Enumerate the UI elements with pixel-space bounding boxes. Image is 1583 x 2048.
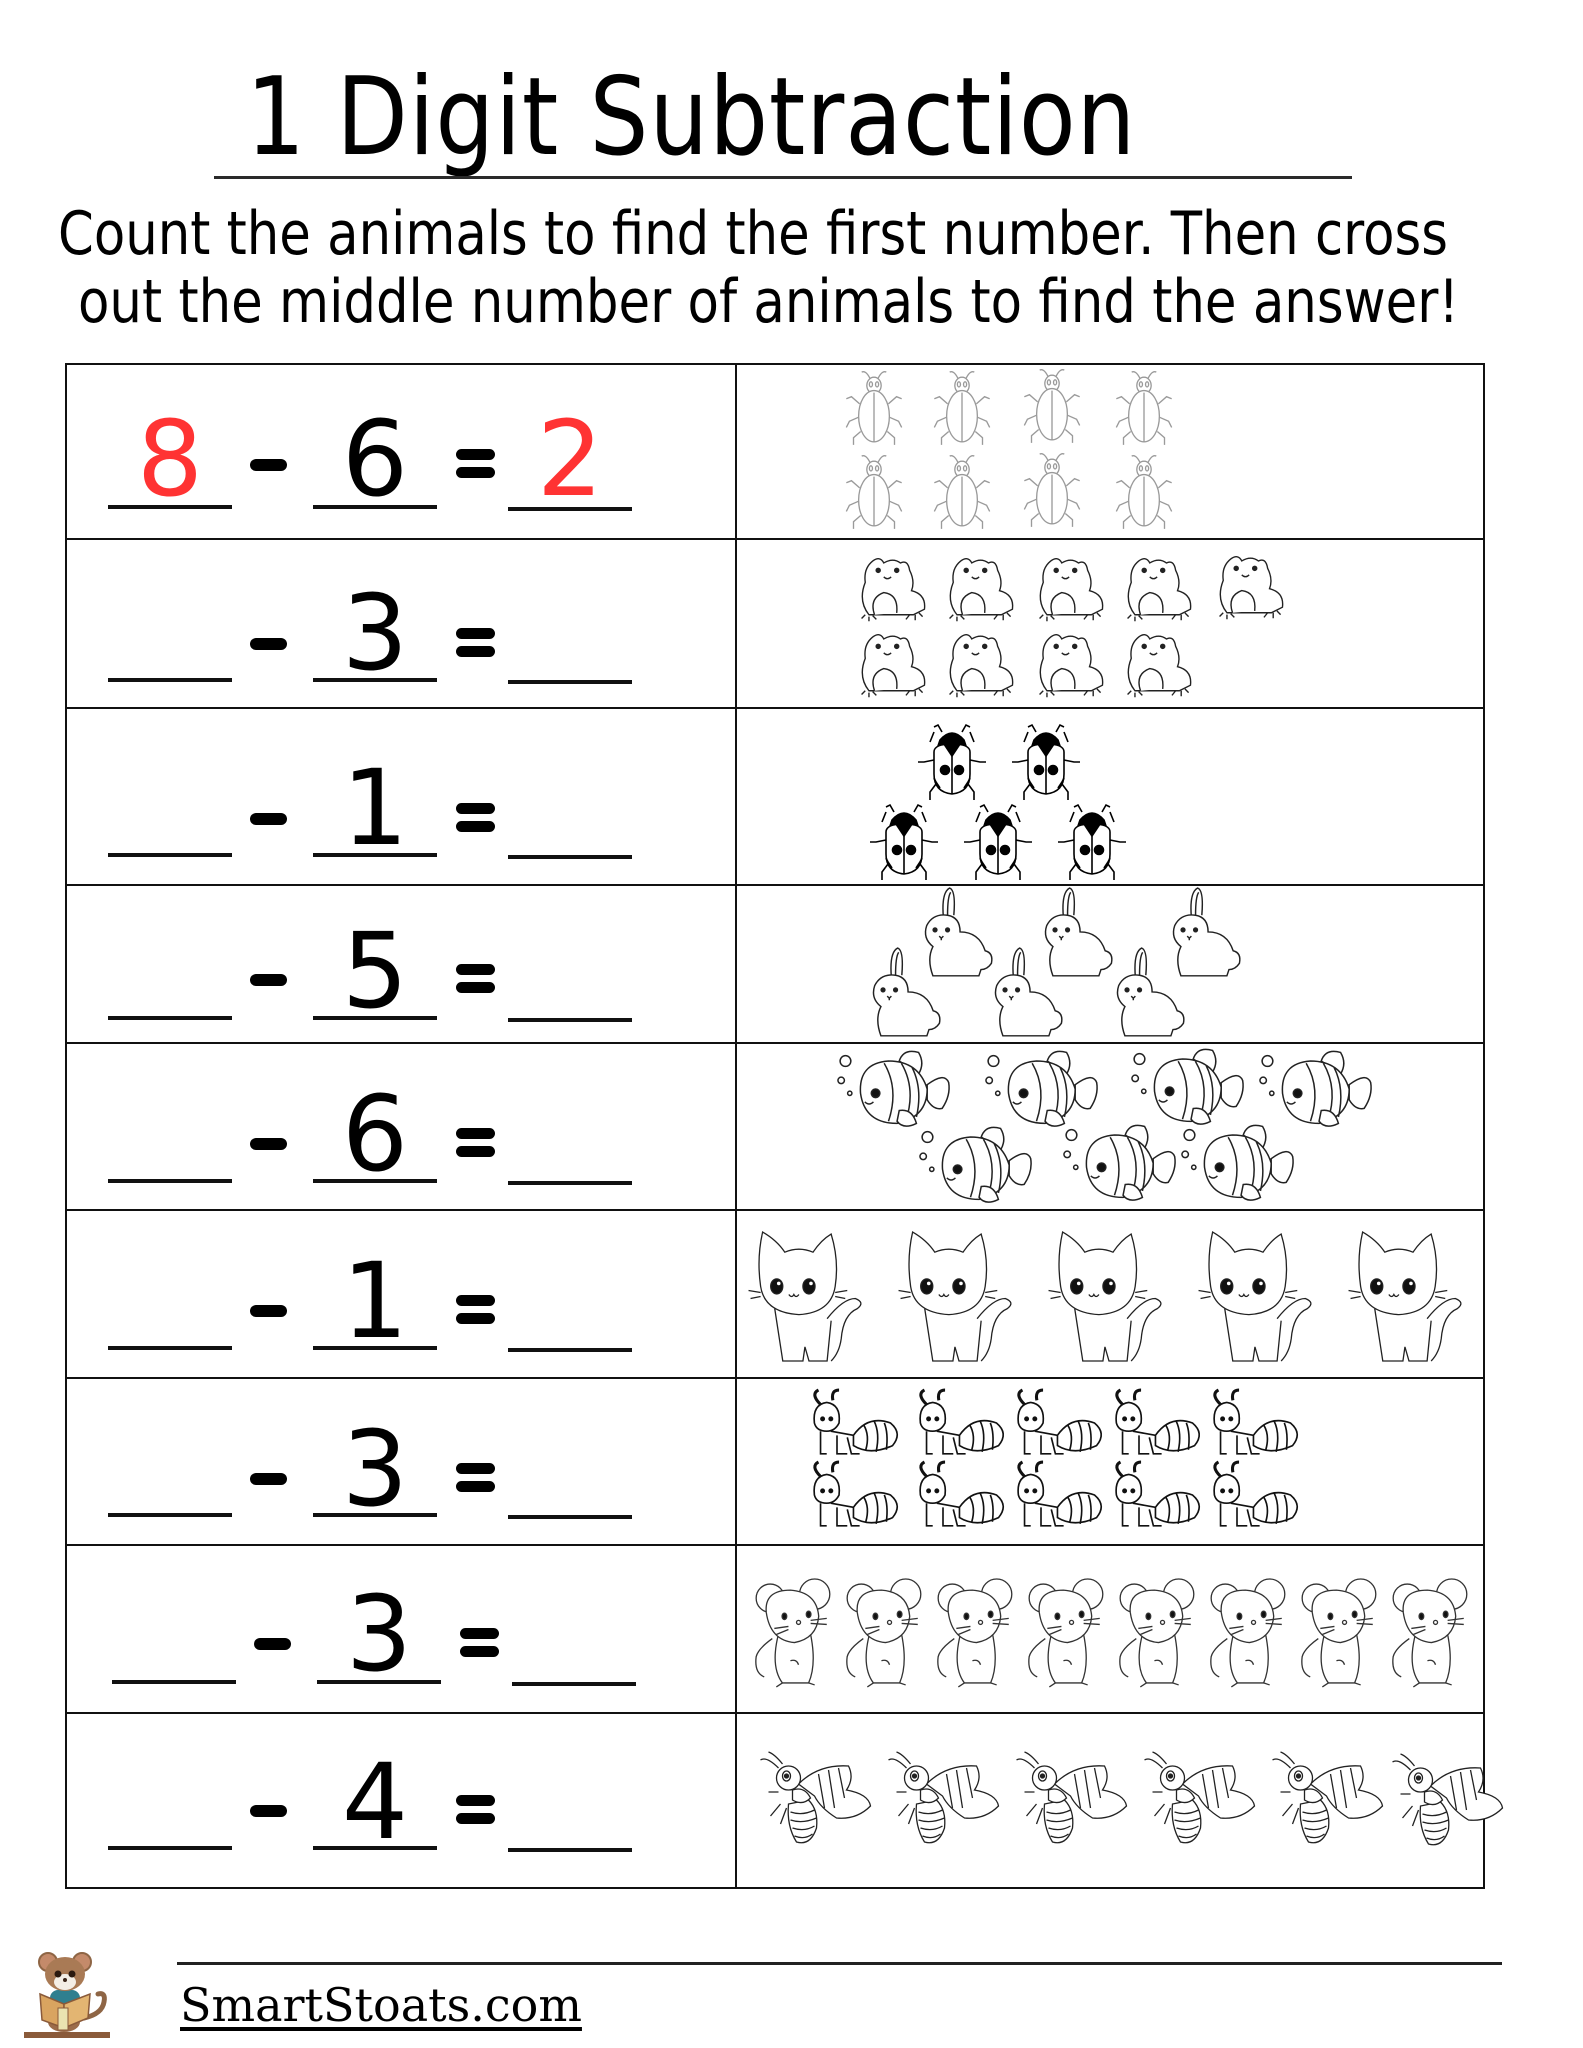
first-number-blank[interactable] [108, 1179, 232, 1183]
bee-icon[interactable] [1390, 1750, 1506, 1850]
ant-icon[interactable] [1108, 1388, 1206, 1460]
frog-icon[interactable] [852, 626, 934, 700]
mouse-icon[interactable] [934, 1576, 1020, 1692]
problem-row-2 [65, 538, 735, 708]
ant-icon[interactable] [912, 1388, 1010, 1460]
subtrahend-underline [313, 1346, 437, 1350]
subtrahend: 6 [341, 398, 409, 520]
frog-icon[interactable] [1118, 550, 1200, 624]
subtrahend: 3 [345, 1573, 413, 1695]
clownfish-icon[interactable] [836, 1046, 956, 1132]
problem-row-5 [65, 1042, 735, 1209]
problem-row-9 [65, 1712, 735, 1889]
frog-icon[interactable] [1030, 550, 1112, 624]
ladybug-icon[interactable] [912, 722, 992, 802]
cat-icon[interactable] [1046, 1228, 1178, 1364]
answer-blank[interactable] [508, 855, 632, 859]
clownfish-icon[interactable] [918, 1122, 1038, 1208]
first-number-blank[interactable] [108, 1346, 232, 1350]
instructions-line-2: out the middle number of animals to find the answer! [78, 267, 1459, 337]
problem-row-1 [65, 363, 735, 539]
mouse-icon[interactable] [1389, 1576, 1475, 1692]
first-number-blank[interactable] [108, 1016, 232, 1020]
bee-icon[interactable] [1142, 1748, 1258, 1848]
first-number-answer[interactable]: 8 [136, 398, 204, 520]
problem-row-7 [65, 1377, 735, 1544]
frog-icon[interactable] [1030, 626, 1112, 700]
answer-blank[interactable] [508, 507, 632, 511]
problem-row-6 [65, 1209, 735, 1377]
subtrahend-underline [313, 1179, 437, 1183]
frog-icon[interactable] [1210, 548, 1292, 622]
rabbit-icon[interactable] [986, 946, 1070, 1040]
cat-icon[interactable] [746, 1228, 878, 1364]
ant-icon[interactable] [1206, 1460, 1304, 1532]
mouse-icon[interactable] [1298, 1576, 1384, 1692]
bee-icon[interactable] [1270, 1748, 1386, 1848]
ant-icon[interactable] [806, 1388, 904, 1460]
subtrahend-underline [313, 1846, 437, 1850]
minus-sign [250, 1473, 287, 1485]
minus-sign [250, 1305, 287, 1317]
subtrahend: 1 [341, 747, 409, 869]
ladybug-icon[interactable] [864, 802, 944, 882]
answer-blank[interactable] [508, 1348, 632, 1352]
column-divider [735, 363, 737, 1889]
ladybug-icon[interactable] [958, 802, 1038, 882]
ladybug-icon[interactable] [1006, 722, 1086, 802]
equals-sign [456, 964, 495, 1000]
site-link[interactable]: SmartStoats.com [180, 1978, 582, 2032]
subtrahend: 3 [341, 1408, 409, 1530]
bee-icon[interactable] [758, 1748, 874, 1848]
equals-sign [460, 1628, 499, 1664]
equals-sign [456, 1463, 495, 1499]
cat-icon[interactable] [1196, 1228, 1328, 1364]
frog-icon[interactable] [940, 626, 1022, 700]
subtrahend-underline [313, 678, 437, 682]
mouse-icon[interactable] [1025, 1576, 1111, 1692]
bee-icon[interactable] [886, 1748, 1002, 1848]
beetle-icon[interactable] [1014, 366, 1090, 448]
mouse-icon[interactable] [843, 1576, 929, 1692]
first-number-blank[interactable] [108, 1513, 232, 1517]
equals-sign [456, 1795, 495, 1831]
beetle-icon[interactable] [924, 452, 1000, 534]
ant-icon[interactable] [1010, 1388, 1108, 1460]
problem-row-8 [65, 1544, 735, 1712]
beetle-icon[interactable] [1106, 368, 1182, 450]
frog-icon[interactable] [940, 550, 1022, 624]
frog-icon[interactable] [1118, 626, 1200, 700]
ladybug-icon[interactable] [1052, 802, 1132, 882]
rabbit-icon[interactable] [864, 946, 948, 1040]
equals-sign [456, 1128, 495, 1164]
mouse-icon[interactable] [752, 1576, 838, 1692]
answer-blank[interactable] [508, 1181, 632, 1185]
ant-icon[interactable] [1206, 1388, 1304, 1460]
footer-rule [177, 1962, 1502, 1965]
cat-icon[interactable] [896, 1228, 1028, 1364]
first-number-blank[interactable] [108, 505, 232, 509]
frog-icon[interactable] [852, 550, 934, 624]
minus-sign [254, 1638, 291, 1650]
minus-sign [250, 1805, 287, 1817]
bee-icon[interactable] [1014, 1748, 1130, 1848]
beetle-icon[interactable] [924, 368, 1000, 450]
mouse-icon[interactable] [1116, 1576, 1202, 1692]
first-number-blank[interactable] [112, 1680, 236, 1684]
minus-sign [250, 813, 287, 825]
subtrahend-underline [313, 1513, 437, 1517]
minus-sign [250, 638, 287, 650]
clownfish-icon[interactable] [1062, 1120, 1182, 1206]
equals-sign [456, 628, 495, 664]
clownfish-icon[interactable] [1180, 1120, 1300, 1206]
subtrahend: 4 [341, 1741, 409, 1863]
equals-sign [456, 449, 495, 485]
answer-blank[interactable] [508, 1515, 632, 1519]
first-number-blank[interactable] [108, 1846, 232, 1850]
mouse-icon[interactable] [1207, 1576, 1293, 1692]
subtrahend: 1 [341, 1240, 409, 1362]
subtrahend-underline [313, 853, 437, 857]
subtrahend-underline [317, 1680, 441, 1684]
rabbit-icon[interactable] [1108, 946, 1192, 1040]
first-number-blank[interactable] [108, 678, 232, 682]
instructions-line-1: Count the animals to find the first number. Then cross [58, 199, 1448, 269]
worksheet-title: 1 Digit Subtraction [246, 55, 1137, 180]
subtrahend: 6 [341, 1073, 409, 1195]
problem-row-4 [65, 884, 735, 1042]
subtrahend: 3 [341, 572, 409, 694]
answer-blank[interactable] [508, 1848, 632, 1852]
clownfish-icon[interactable] [1130, 1044, 1250, 1130]
equals-sign [456, 803, 495, 839]
minus-sign [250, 1138, 287, 1150]
equals-sign [456, 1295, 495, 1331]
subtrahend: 5 [341, 910, 409, 1032]
subtrahend-underline [313, 1016, 437, 1020]
stoat-reading-book-icon [18, 1948, 116, 2040]
title-underline [214, 176, 1352, 179]
beetle-icon[interactable] [836, 368, 912, 450]
answer-blank[interactable] [508, 1018, 632, 1022]
problem-row-3 [65, 707, 735, 884]
answer-blank[interactable] [508, 680, 632, 684]
first-number-blank[interactable] [108, 853, 232, 857]
ant-icon[interactable] [1010, 1460, 1108, 1532]
answer-number[interactable]: 2 [536, 398, 604, 520]
beetle-icon[interactable] [1014, 450, 1090, 532]
ant-icon[interactable] [806, 1460, 904, 1532]
minus-sign [250, 974, 287, 986]
cat-icon[interactable] [1346, 1228, 1478, 1364]
minus-sign [250, 459, 287, 471]
subtrahend-underline [313, 505, 437, 509]
ant-icon[interactable] [912, 1460, 1010, 1532]
ant-icon[interactable] [1108, 1460, 1206, 1532]
beetle-icon[interactable] [1106, 452, 1182, 534]
beetle-icon[interactable] [836, 452, 912, 534]
answer-blank[interactable] [512, 1682, 636, 1686]
